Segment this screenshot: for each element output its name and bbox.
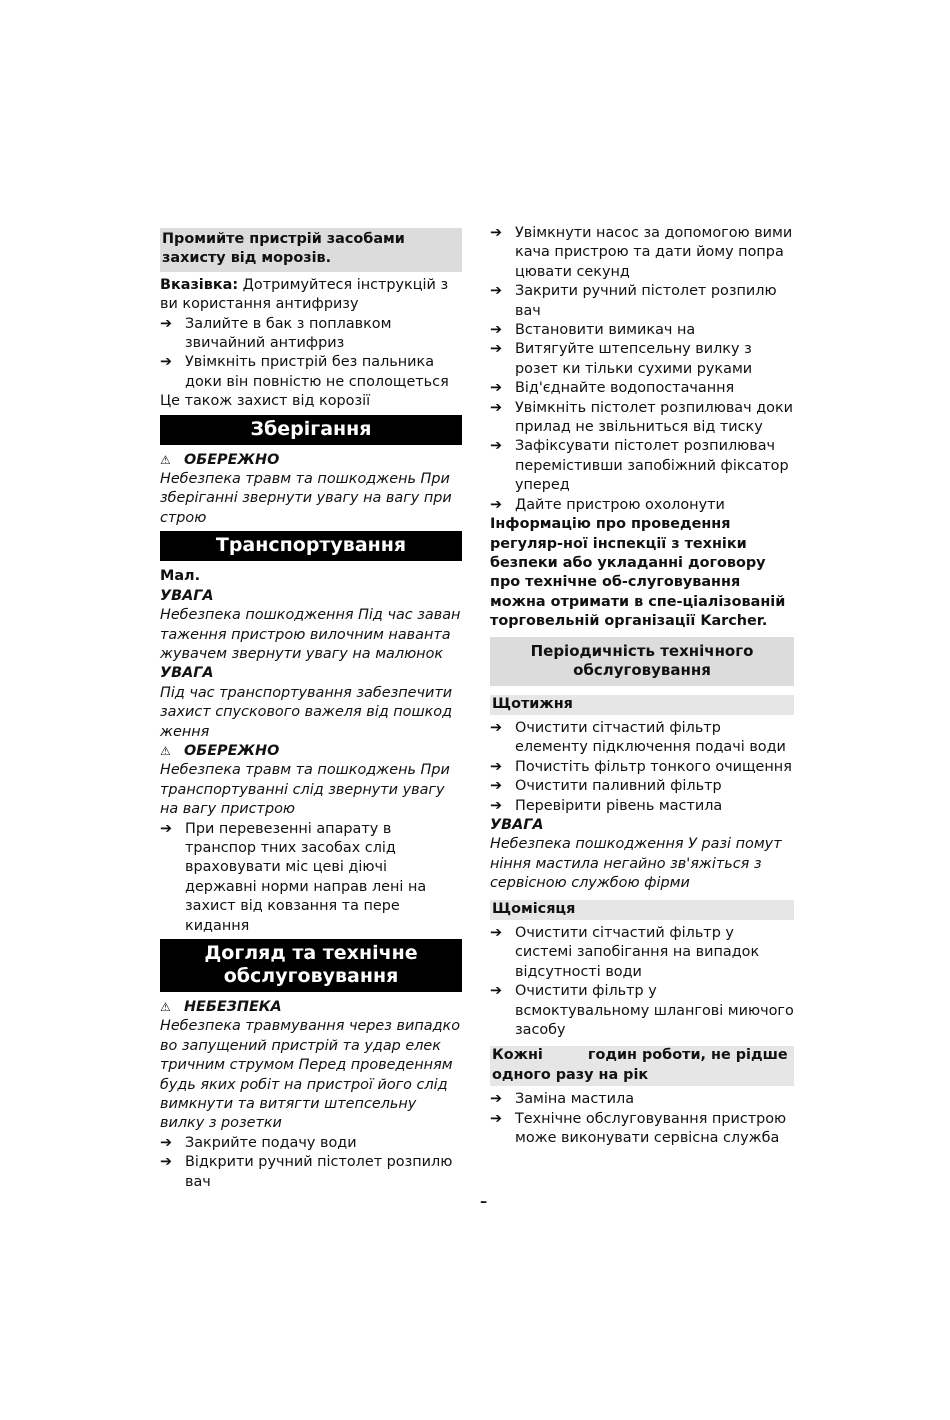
transport-steps [160, 820, 462, 936]
danger-warning [160, 998, 462, 1017]
transport-warning [160, 742, 462, 761]
storage-title: Зберігання [160, 415, 462, 445]
arrow-icon: ➔ [490, 925, 503, 941]
see-also: Це також захист від корозії [160, 393, 371, 410]
list-item [160, 315, 462, 354]
warning-icon: ⚠ [160, 1000, 171, 1014]
warning-label: НЕБЕЗПЕКА [184, 999, 282, 1015]
list-item [490, 379, 794, 398]
list-item [490, 777, 794, 796]
arrow-icon: ➔ [160, 1154, 173, 1171]
storage-warning [160, 451, 462, 470]
attention-text: Під час транспортування забезпечити захист спускового важеля від пошкод ження [160, 684, 453, 740]
warning-label: ОБЕРЕЖНО [184, 742, 280, 759]
list-item-text: Очистити сітчастий фільтр елементу підключення подачі води [515, 719, 786, 756]
arrow-icon: ➔ [490, 283, 503, 300]
list-item-text: Закрити ручний пістолет розпилю вач [515, 283, 777, 319]
maintenance-steps [160, 1134, 462, 1192]
arrow-icon: ➔ [490, 797, 503, 814]
storage-warning-text: Небезпека травм та пошкоджень При зберіганні звернути увагу на вагу при строю [160, 471, 452, 526]
list-item-text: Відкрити ручний пістолет розпилю вач [185, 1154, 453, 1190]
arrow-icon: ➔ [490, 399, 503, 416]
list-item-text: Залийте в бак з поплавком звичайний антифриз [185, 315, 392, 352]
list-item [490, 437, 794, 495]
list-item-text: Зафіксувати пістолет розпилювач перемістивши запобіжний фіксатор уперед [515, 438, 789, 494]
arrow-icon: ➔ [490, 341, 503, 358]
arrow-icon: ➔ [490, 778, 503, 795]
list-item [490, 982, 794, 1040]
arrow-icon: ➔ [490, 758, 503, 775]
transport-title: Транспортування [160, 531, 462, 561]
arrow-icon: ➔ [160, 354, 173, 371]
maintenance-title: Догляд та технічне обслуговування [160, 939, 462, 992]
list-item [490, 321, 794, 340]
list-item-text: Дайте пристрою охолонути [515, 496, 725, 513]
weekly-title: Щотижня [490, 695, 794, 715]
list-item [160, 820, 462, 936]
warning-icon: ⚠ [160, 452, 171, 467]
note-text: Дотримуйтеся інструкцій з ви користання антифризу [160, 276, 449, 313]
list-item-text: Від'єднайте водопостачання [515, 380, 735, 397]
yearly-steps [490, 1090, 794, 1148]
arrow-icon: ➔ [490, 983, 503, 1000]
inspection-info: Інформацію про проведення регуляр-ної інспекції з техніки безпеки або укладанні договору про технічне об-слуговування можна отримати в спе-ціалізованій торговельній організації Karcher. [490, 516, 786, 630]
list-item [490, 719, 794, 758]
list-item [490, 1110, 794, 1149]
list-item [490, 758, 794, 777]
arrow-icon: ➔ [490, 1110, 503, 1127]
attention-label: УВАГА [160, 587, 214, 604]
arrow-icon: ➔ [490, 225, 503, 241]
list-item-text: Очистити паливний фільтр [515, 778, 722, 795]
monthly-steps [490, 924, 794, 1040]
list-item [490, 1090, 794, 1109]
list-item [490, 496, 794, 515]
list-item-text: Витягуйте штепсельну вилку з розет ки тільки сухими руками [515, 341, 753, 377]
danger-text: Небезпека травмування через випадко во запущений пристрій та удар елек тричним струмом Перед проведенням будь яких робіт на пристрої його слід вимкнути та витягти штепсельну вилку з розетки [160, 1018, 461, 1132]
antifreeze-steps [160, 315, 462, 393]
arrow-icon: ➔ [490, 322, 503, 339]
list-item-text: Очистити сітчастий фільтр у системі запобігання на випадок відсутності води [515, 925, 760, 980]
warning-icon: ⚠ [160, 743, 171, 758]
weekly-steps [490, 719, 794, 816]
left-column [160, 228, 462, 1192]
page-number: – [480, 1194, 488, 1210]
list-item-text: Увімкніть пістолет розпилювач доки прилад не звільниться від тиску [515, 399, 793, 436]
list-item-text: При перевезенні апарату в транспор тних засобах слід враховувати міс цеві діючі державні норми направ лені на захист від ковзання та пере кидання [185, 820, 427, 934]
oil-attention-label: УВАГА [490, 816, 544, 833]
arrow-icon: ➔ [490, 719, 503, 736]
list-item [160, 1134, 462, 1153]
attention-text: Небезпека пошкодження Під час заван таження пристрою вилочним наванта жувачем звернути увагу на малюнок [160, 607, 461, 662]
arrow-icon: ➔ [490, 438, 503, 455]
fig-label: Мал. [160, 568, 201, 585]
arrow-icon: ➔ [490, 1091, 503, 1108]
arrow-icon: ➔ [160, 820, 173, 837]
arrow-icon: ➔ [490, 380, 503, 397]
yearly-title: Кожні годин роботи, не рідше одного разу на рік [490, 1046, 794, 1086]
list-item-text: Увімкніть пристрій без пальника доки він повністю не сполощеться [185, 354, 449, 390]
note-label: Вказівка: [160, 276, 239, 293]
list-item-text: Встановити вимикач на [515, 322, 696, 339]
list-item-text: Технічне обслуговування пристрою може виконувати сервісна служба [515, 1110, 787, 1147]
transport-warning-text: Небезпека травм та пошкоджень При транспортуванні слід звернути увагу на вагу пристрою [160, 762, 450, 818]
shutdown-steps [490, 224, 794, 515]
list-item-text: Очистити фільтр у всмоктувальному шлангові миючого засобу [515, 983, 794, 1039]
list-item-text: Закрийте подачу води [185, 1134, 357, 1151]
list-item-text: Почистіть фільтр тонкого очищення [515, 758, 792, 775]
monthly-title: Щомісяця [490, 900, 794, 920]
arrow-icon: ➔ [160, 315, 173, 332]
list-item [490, 399, 794, 438]
list-item [490, 282, 794, 321]
list-item [490, 797, 794, 816]
warning-label: ОБЕРЕЖНО [184, 451, 280, 468]
intervals-title: Періодичність технічного обслуговування [490, 637, 794, 686]
list-item [490, 924, 794, 982]
list-item-text: Перевірити рівень мастила [515, 797, 723, 814]
list-item [490, 224, 794, 282]
attention-label: УВАГА [160, 665, 214, 682]
oil-attention-text: Небезпека пошкодження У разі помут ніння мастила негайно зв'яжіться з сервісною службою фірми [490, 836, 782, 892]
list-item-text: Увімкнути насос за допомогою вими кача пристрою та дати йому попра цювати секунд [515, 225, 793, 280]
list-item [490, 340, 794, 379]
note [160, 276, 462, 315]
list-item-text: Заміна мастила [515, 1091, 635, 1108]
arrow-icon: ➔ [160, 1134, 173, 1151]
antifreeze-header: Промийте пристрій засобами захисту від морозів. [160, 228, 462, 272]
arrow-icon: ➔ [490, 496, 503, 513]
right-column [490, 224, 794, 1148]
list-item [160, 1153, 462, 1192]
list-item [160, 353, 462, 392]
